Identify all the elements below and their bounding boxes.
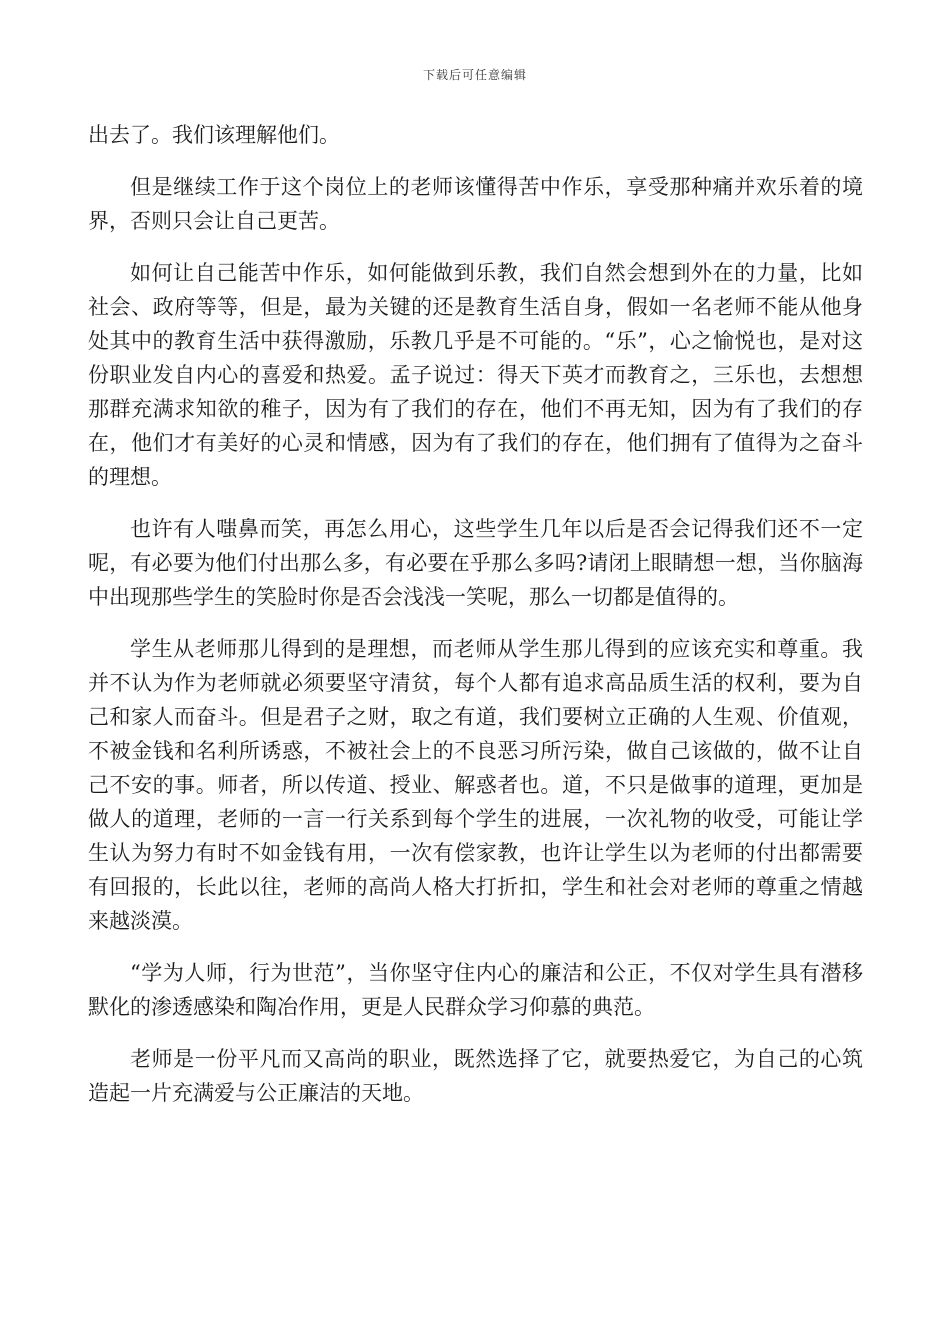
paragraph: 出去了。我们该理解他们。: [88, 123, 340, 147]
paragraph: 但是继续工作于这个岗位上的老师该懂得苦中作乐，享受那种痛并欢乐着的境界，否则只会让自己更苦。: [88, 175, 863, 233]
paragraph: 也许有人嗤鼻而笑，再怎么用心，这些学生几年以后是否会记得我们还不一定呢，有必要为他们付出那么多，有必要在乎那么多吗?请闭上眼睛想一想，当你脑海中出现那些学生的笑脸时你是否会浅浅一笑呢，那么一切都是值得的。: [88, 517, 863, 609]
paragraph: 如何让自己能苦中作乐，如何能做到乐教，我们自然会想到外在的力量，比如社会、政府等等，但是，最为关键的还是教育生活自身，假如一名老师不能从他身处其中的教育生活中获得激励，乐教几乎是不可能的。“乐”，心之愉悦也，是对这份职业发自内心的喜爱和热爱。孟子说过：得天下英才而教育之，三乐也，去想想那群充满求知欲的稚子，因为有了我们的存在，他们不再无知，因为有了我们的存在，他们才有美好的心灵和情感，因为有了我们的存在，他们拥有了值得为之奋斗的理想。: [88, 261, 863, 489]
paragraph: “学为人师，行为世范”，当你坚守住内心的廉洁和公正，不仅对学生具有潜移默化的渗透感染和陶冶作用，更是人民群众学习仰慕的典范。: [88, 961, 863, 1019]
paragraph: 学生从老师那儿得到的是理想，而老师从学生那儿得到的应该充实和尊重。我并不认为作为老师就必须要坚守清贫，每个人都有追求高品质生活的权利，要为自己和家人而奋斗。但是君子之财，取之有道，我们要树立正确的人生观、价值观，不被金钱和名利所诱惑，不被社会上的不良恶习所污染，做自己该做的，做不让自己不安的事。师者，所以传道、授业、解惑者也。道，不只是做事的道理，更加是做人的道理，老师的一言一行关系到每个学生的进展，一次礼物的收受，可能让学生认为努力有时不如金钱有用，一次有偿家教，也许让学生以为老师的付出都需要有回报的，长此以往，老师的高尚人格大打折扣，学生和社会对老师的尊重之情越来越淡漠。: [88, 637, 863, 933]
page-header: 下载后可任意编辑: [422, 68, 527, 82]
paragraph: 老师是一份平凡而又高尚的职业，既然选择了它，就要热爱它，为自己的心筑造起一片充满爱与公正廉洁的天地。: [88, 1047, 863, 1105]
document-body: [88, 118, 863, 1128]
